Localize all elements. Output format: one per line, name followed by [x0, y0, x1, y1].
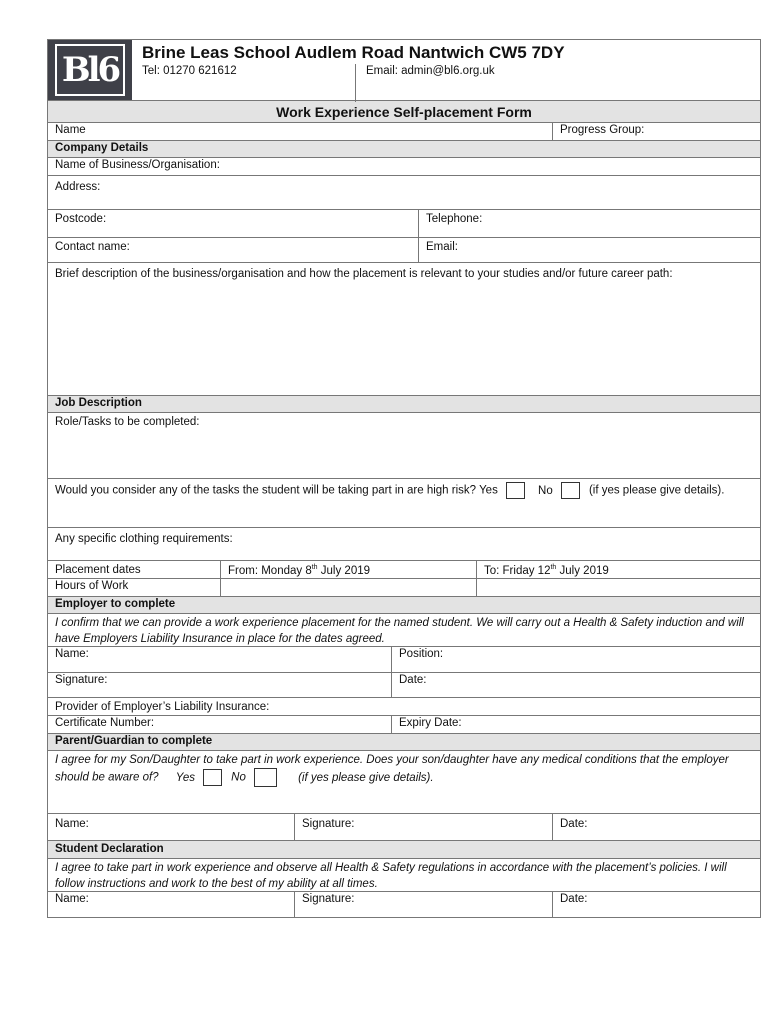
parent-statement: [48, 751, 760, 813]
placement-from-date[interactable]: From: Monday 8th July 2019: [221, 561, 477, 578]
high-risk-yes-checkbox[interactable]: [506, 482, 525, 499]
placement-to-date[interactable]: To: Friday 12th July 2019: [484, 564, 609, 577]
high-risk-no-label: No: [538, 484, 553, 497]
medical-yes-label: Yes: [175, 771, 195, 784]
company-email-field[interactable]: Email:: [426, 241, 458, 253]
hours-of-work-label: Hours of Work: [48, 579, 221, 596]
employer-statement: I confirm that we can provide a work experience placement for the named student. We will carry out a Health & Safety induction and will have Employers Liability Insurance in place for the dates agreed.: [55, 617, 744, 645]
employer-position-field[interactable]: Position:: [399, 648, 444, 660]
school-telephone: Tel: 01270 621612: [132, 64, 356, 102]
address-field[interactable]: Address:: [55, 181, 101, 193]
high-risk-no-checkbox[interactable]: [561, 482, 580, 499]
high-risk-question-text: Would you consider any of the tasks the student will be taking part in are high risk?: [55, 484, 477, 497]
employer-date-field[interactable]: Date:: [399, 674, 427, 686]
student-name-field[interactable]: Name: [48, 123, 553, 140]
parent-name-field[interactable]: Name:: [48, 814, 295, 840]
parent-statement-text: I agree for my Son/Daughter to take part in work experience. Does your son/daughter have any medical conditions that the employer should be aware of?: [55, 754, 729, 784]
parent-signature-field[interactable]: Signature:: [295, 814, 553, 840]
high-risk-question: [48, 479, 760, 527]
employer-signature-field[interactable]: Signature:: [48, 673, 392, 697]
school-name: Brine Leas School Audlem Road Nantwich CW5 7DY: [142, 43, 565, 62]
logo-mark: Bl6: [55, 44, 125, 96]
medical-no-label: No: [231, 771, 246, 784]
student-name-sign-field[interactable]: Name:: [48, 892, 295, 917]
medical-no-checkbox[interactable]: [254, 768, 277, 787]
role-tasks-field[interactable]: Role/Tasks to be completed:: [55, 416, 200, 428]
high-risk-yes-label: Yes: [479, 484, 498, 497]
student-signature-field[interactable]: Signature:: [295, 892, 553, 917]
form-header: [47, 39, 761, 101]
certificate-number-field[interactable]: Certificate Number:: [48, 716, 392, 733]
student-date-field[interactable]: Date:: [560, 893, 588, 905]
high-risk-note: (if yes please give details).: [588, 484, 725, 497]
employer-heading: Employer to complete: [55, 598, 176, 610]
hours-of-work-field[interactable]: [221, 579, 477, 596]
insurance-provider-field[interactable]: Provider of Employer’s Liability Insurance:: [55, 701, 270, 713]
business-description-field[interactable]: Brief description of the business/organisation and how the placement is relevant to your studies and/or future career path:: [55, 268, 673, 280]
parent-heading: Parent/Guardian to complete: [55, 735, 213, 747]
business-name-field[interactable]: Name of Business/Organisation:: [55, 159, 220, 171]
hours-of-work-field-2[interactable]: [477, 579, 760, 596]
work-experience-form: [47, 39, 761, 918]
company-details-heading: Company Details: [55, 142, 149, 154]
contact-name-field[interactable]: Contact name:: [48, 238, 419, 262]
clothing-requirements-field[interactable]: Any specific clothing requirements:: [55, 533, 233, 545]
placement-dates-label: Placement dates: [48, 561, 221, 578]
student-statement: I agree to take part in work experience and observe all Health & Safety regulations in accordance with the placement’s policies. I will follow instructions and work to the best of my ability at all times.: [55, 862, 727, 890]
parent-date-field[interactable]: Date:: [560, 818, 588, 830]
school-email: Email: admin@bl6.org.uk: [366, 65, 495, 77]
job-description-heading: Job Description: [55, 397, 142, 409]
postcode-field[interactable]: Postcode:: [48, 210, 419, 237]
expiry-date-field[interactable]: Expiry Date:: [399, 717, 462, 729]
form-title: Work Experience Self-placement Form: [47, 101, 761, 123]
progress-group-field[interactable]: Progress Group:: [560, 124, 645, 136]
student-declaration-heading: Student Declaration: [55, 843, 164, 855]
employer-name-field[interactable]: Name:: [48, 647, 392, 672]
medical-note: (if yes please give details).: [298, 771, 434, 784]
company-telephone-field[interactable]: Telephone:: [426, 213, 483, 225]
school-logo: [48, 40, 132, 100]
medical-yes-checkbox[interactable]: [203, 769, 222, 786]
